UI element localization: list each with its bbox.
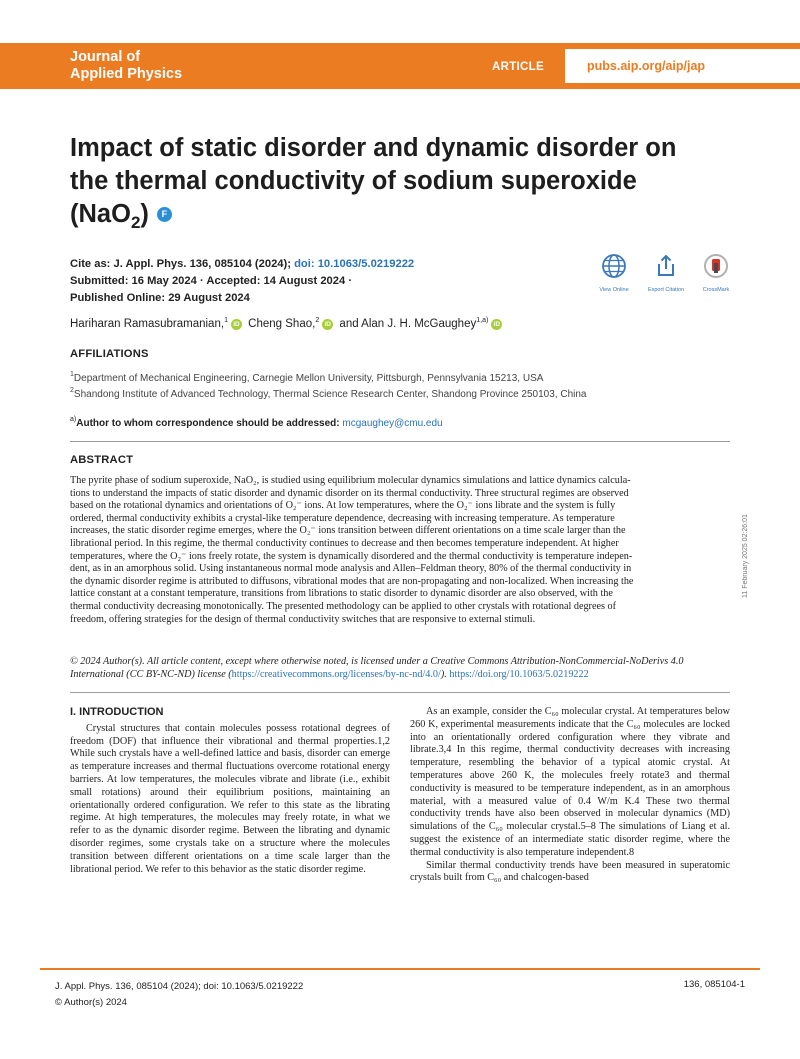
divider bbox=[70, 441, 730, 442]
citation-block bbox=[70, 256, 414, 307]
article-type-label: ARTICLE bbox=[492, 61, 544, 73]
title-subscript: 2 bbox=[130, 213, 141, 233]
journal-header-bar bbox=[0, 43, 800, 89]
correspondence-label: Author to whom correspondence should be addressed: bbox=[76, 418, 340, 429]
column-left bbox=[70, 706, 390, 876]
doi-url-link[interactable]: https://doi.org/10.1063/5.0219222 bbox=[449, 669, 589, 680]
doi-link[interactable]: doi: 10.1063/5.0219222 bbox=[294, 258, 415, 270]
affiliation-1: $^1$Department of Mechanical Engineering, Carnegie Mellon University, Pittsburgh, Pennsylvania 15213, USA bbox=[70, 371, 544, 384]
crossmark-label: CrossMark bbox=[702, 287, 730, 293]
abstract-heading: ABSTRACT bbox=[70, 454, 134, 466]
author-3-affil: 1,a) bbox=[476, 317, 489, 324]
footer-cite-text: J. Appl. Phys. 136, 085104 (2024); doi: 10.1063/5.0219222 bbox=[55, 981, 304, 992]
export-icon bbox=[653, 253, 679, 279]
journal-name-line2: Applied Physics bbox=[70, 66, 183, 82]
author-2[interactable]: Cheng Shao, bbox=[248, 318, 316, 330]
intro-paragraph-2: As an example, consider the C₆₀ molecular crystal. At temperatures below 260 K, experimental measurements indicate that the C₆₀ molecules are locked into an orientationally ordered configuration where they vibrate and librate.3,4 In this regime, thermal conductivity decreases with increasing temperature, resembling the behavior of a typical atomic crystal. At temperatures above 260 K, the molecules freely rotate3 and thermal conductivity is measured to be temperature independent, as in an amorphous material, with a measured value of 0.4 W/m K.4 These two thermal conductivity trends have also been observed in molecular dynamics (MD) simulations of the C₆₀ molecular crystal.5–8 The simulations of Liang et al. suggest the existence of an intermediate static disorder regime, where the thermal conductivity is also temperature independent.8 bbox=[410, 706, 730, 858]
submission-dates: Submitted: 16 May 2024 · Accepted: 14 August 2024 · bbox=[70, 275, 353, 287]
featured-badge-icon[interactable]: F bbox=[157, 207, 172, 222]
author-1[interactable]: Hariharan Ramasubramanian, bbox=[70, 318, 225, 330]
author-3[interactable]: and Alan J. H. McGaughey bbox=[339, 318, 477, 330]
article-title bbox=[70, 132, 710, 239]
author-2-affil: 2 bbox=[315, 317, 320, 324]
orcid-icon[interactable]: iD bbox=[231, 319, 242, 330]
view-online-button[interactable] bbox=[584, 253, 644, 293]
divider bbox=[70, 692, 730, 693]
license-statement: © 2024 Author(s). All article content, except where otherwise noted, is licensed under a Creative Commons Attribution-NonCommercial-NoDerivs 4.0 International (CC BY-NC-ND) license (https://creativecommons.org/licenses/by-nc-nd/4.0/). https://doi.org/10.1063/5.0219222 bbox=[70, 656, 684, 680]
crossmark-button[interactable] bbox=[686, 253, 746, 293]
footer-citation bbox=[55, 979, 303, 1011]
title-close: ) bbox=[140, 200, 149, 228]
journal-url-box[interactable] bbox=[562, 49, 800, 83]
export-citation-label: Export Citation bbox=[647, 287, 685, 293]
correspondence-line: $^{a)}$Author to whom correspondence should be addressed: mcgaughey@cmu.edu bbox=[70, 416, 443, 429]
intro-paragraph-3: Similar thermal conductivity trends have been measured in superatomic crystals built from C₆₀ and chalcogen-based bbox=[410, 859, 730, 884]
cite-volume: 136 bbox=[189, 258, 209, 270]
abstract-text: The pyrite phase of sodium superoxide, NaO₂, is studied using equilibrium molecular dynamics simulations and lattice dynamics calcula- tions to understand the impacts of static disorder and dynamic disorder on its thermal conductivity. Three structural regimes are observed based on the rotational dynamics and orientations of O₂⁻ ions. At low temperatures, where the O₂⁻ ions librate and the system is fully ordered, thermal conductivity exhibits a crystal-like temperature dependence, decreasing with increasing temperature. As temperature increases, the static disorder regime emerges, where the O₂⁻ ions transition between different orientations on a time scale larger than the librational period. In this regime, the thermal conductivity continues to decrease and then becomes temperature independent. At higher temperatures, where the O₂⁻ ions freely rotate, the system is dynamically disordered and the thermal conductivity is temperature indepen- dent, as in an amorphous solid. Using instantaneous normal mode analysis and Allen–Feldman theory, 80% of the thermal conductivity in the dynamic disorder regime is attributed to diffusons, vibrational modes that are non-propagating and non-localized. When increasing the lattice constant at a constant temperature, transitions from librations to static disorder to dynamic disorder are also observed, with the thermal conductivity decreasing monotonically. The presented methodology can be applied to other crystals with rotational degrees of freedom, offering strategies for the design of thermal conductivity switches that are responsive to external stimuli. bbox=[70, 475, 634, 625]
published-date: Published Online: 29 August 2024 bbox=[70, 292, 250, 304]
download-timestamp: 11 February 2025 02:26:01 bbox=[742, 514, 749, 598]
globe-icon bbox=[601, 253, 627, 279]
cite-label: Cite as: J. Appl. Phys. bbox=[70, 258, 187, 270]
affiliation-2: $^2$Shandong Institute of Advanced Technology, Thermal Science Research Center, Shandong Province 250103, China bbox=[70, 387, 587, 400]
title-text: Impact of static disorder and dynamic disorder on the thermal conductivity of sodium superoxide (NaO bbox=[70, 134, 677, 228]
journal-url-link[interactable]: pubs.aip.org/aip/jap bbox=[587, 59, 706, 73]
license-link[interactable]: https://creativecommons.org/licenses/by-nc-nd/4.0/ bbox=[231, 669, 441, 680]
author-1-affil: 1 bbox=[224, 317, 228, 324]
orcid-icon[interactable]: iD bbox=[322, 319, 333, 330]
column-right bbox=[410, 706, 730, 885]
cite-rest: , 085104 (2024); bbox=[208, 258, 291, 270]
view-online-label: View Online bbox=[599, 287, 629, 293]
footer-copyright: © Author(s) 2024 bbox=[55, 997, 127, 1008]
footer-rule bbox=[40, 968, 760, 970]
orcid-icon[interactable]: iD bbox=[491, 319, 502, 330]
journal-name-line1: Journal of bbox=[70, 49, 141, 65]
page-number: 136, 085104-1 bbox=[683, 979, 745, 990]
journal-name[interactable] bbox=[70, 49, 182, 83]
crossmark-icon bbox=[703, 253, 729, 279]
intro-paragraph-1: Crystal structures that contain molecules possess rotational degrees of freedom (DOF) that influence their vibrational and thermal properties.1,2 While such crystals have a well-defined lattice and basis, disorder can emerge as temperature increases and thermal fluctuations overcome rotational energy barriers. At low temperatures, the molecules vibrate and librate (i.e., exhibit small rotations) around their equilibrium positions, maintaining an orientationally ordered configuration. We refer to this state as the librating regime. At high temperatures, the molecules may freely rotate, in what we refer to as the dynamic disorder regime. Between the librating and dynamic disorder regimes, some crystals take on a structure where the molecules transition between different orientations on a time scale larger than the librational period. We refer to this behavior as the static disorder regime. bbox=[70, 722, 390, 875]
introduction-heading: I. INTRODUCTION bbox=[70, 706, 164, 718]
correspondence-email[interactable]: mcgaughey@cmu.edu bbox=[342, 418, 443, 429]
author-list bbox=[70, 317, 505, 330]
affiliations-heading: AFFILIATIONS bbox=[70, 348, 149, 360]
